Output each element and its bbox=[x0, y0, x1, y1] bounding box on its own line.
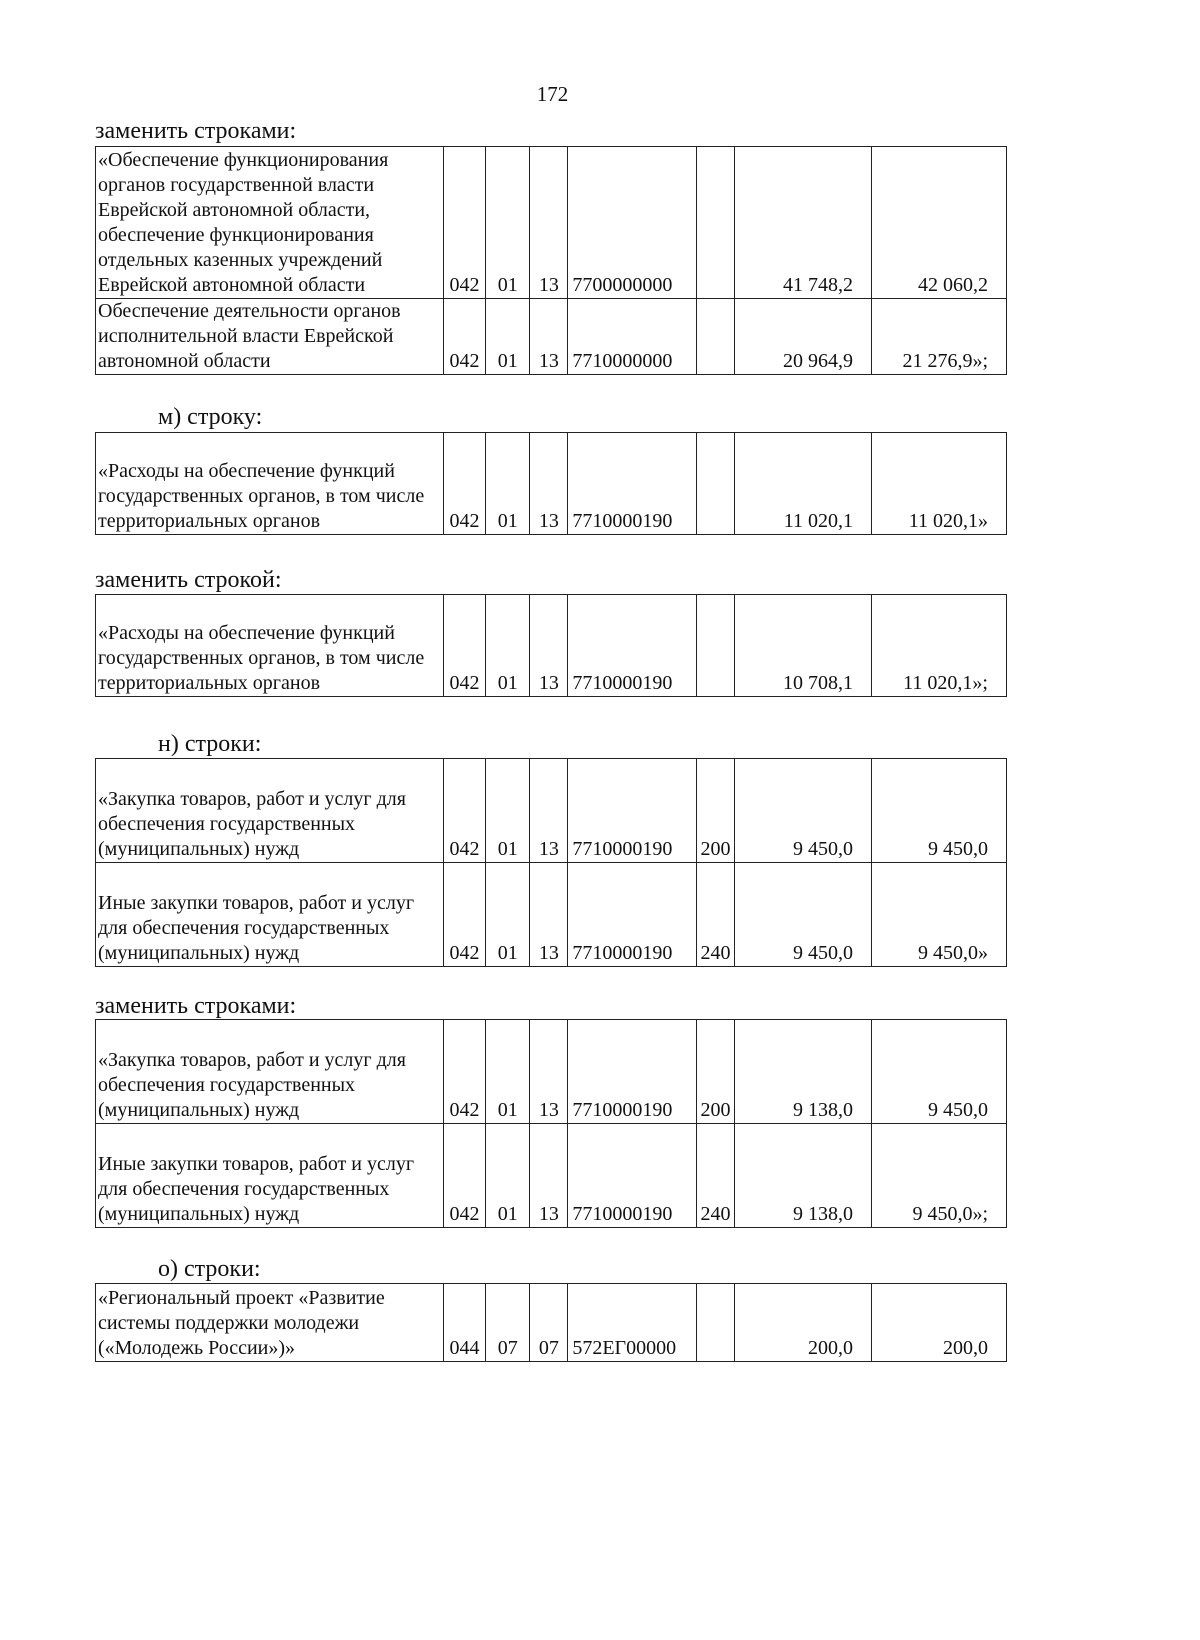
budget-table bbox=[95, 146, 1007, 375]
row-name: «Расходы на обеспечение функций государственных органов, в том числе территориальных органов bbox=[96, 433, 444, 535]
sum-year-2: 11 020,1» bbox=[871, 433, 1006, 535]
table-row bbox=[96, 433, 1007, 535]
target-article: 572ЕГ00000 bbox=[568, 1284, 697, 1362]
row-name: «Закупка товаров, работ и услуг для обеспечения государственных (муниципальных) нужд bbox=[96, 759, 444, 863]
row-name: «Закупка товаров, работ и услуг для обеспечения государственных (муниципальных) нужд bbox=[96, 1020, 444, 1124]
sum-year-1: 9 450,0 bbox=[734, 759, 871, 863]
section-code: 01 bbox=[486, 759, 530, 863]
expense-kind bbox=[696, 147, 734, 299]
expense-kind bbox=[696, 595, 734, 697]
section-heading: заменить строкой: bbox=[95, 567, 282, 593]
sum-year-1: 9 138,0 bbox=[734, 1124, 871, 1228]
expense-kind bbox=[696, 1284, 734, 1362]
subsection-code: 13 bbox=[530, 433, 568, 535]
section-heading: м) строку: bbox=[158, 404, 263, 430]
sum-year-2: 9 450,0» bbox=[871, 863, 1006, 967]
section-heading: н) строки: bbox=[158, 731, 262, 757]
subsection-code: 13 bbox=[530, 863, 568, 967]
sum-year-2: 200,0 bbox=[871, 1284, 1006, 1362]
expense-kind: 200 bbox=[696, 1020, 734, 1124]
sum-year-1: 10 708,1 bbox=[734, 595, 871, 697]
target-article: 7710000000 bbox=[568, 299, 697, 375]
ministry-code: 042 bbox=[443, 759, 485, 863]
budget-table bbox=[95, 432, 1007, 535]
ministry-code: 044 bbox=[443, 1284, 485, 1362]
target-article: 7710000190 bbox=[568, 863, 697, 967]
subsection-code: 07 bbox=[530, 1284, 568, 1362]
page-number: 172 bbox=[536, 82, 569, 106]
target-article: 7710000190 bbox=[568, 1020, 697, 1124]
subsection-code: 13 bbox=[530, 299, 568, 375]
expense-kind: 240 bbox=[696, 863, 734, 967]
table-row bbox=[96, 759, 1007, 863]
sum-year-1: 20 964,9 bbox=[734, 299, 871, 375]
sum-year-2: 11 020,1»; bbox=[871, 595, 1006, 697]
target-article: 7710000190 bbox=[568, 433, 697, 535]
section-code: 01 bbox=[486, 595, 530, 697]
table-row bbox=[96, 1124, 1007, 1228]
ministry-code: 042 bbox=[443, 863, 485, 967]
table-row bbox=[96, 1284, 1007, 1362]
sum-year-2: 9 450,0 bbox=[871, 1020, 1006, 1124]
table-row bbox=[96, 299, 1007, 375]
section-code: 01 bbox=[486, 863, 530, 967]
budget-table bbox=[95, 594, 1007, 697]
ministry-code: 042 bbox=[443, 433, 485, 535]
expense-kind bbox=[696, 299, 734, 375]
sum-year-2: 9 450,0 bbox=[871, 759, 1006, 863]
section-code: 01 bbox=[486, 1020, 530, 1124]
sum-year-1: 9 138,0 bbox=[734, 1020, 871, 1124]
sum-year-1: 9 450,0 bbox=[734, 863, 871, 967]
budget-table bbox=[95, 758, 1007, 967]
section-code: 01 bbox=[486, 147, 530, 299]
row-name: Обеспечение деятельности органов исполнительной власти Еврейской автономной области bbox=[96, 299, 444, 375]
row-name: «Региональный проект «Развитие системы поддержки молодежи («Молодежь России»)» bbox=[96, 1284, 444, 1362]
subsection-code: 13 bbox=[530, 1124, 568, 1228]
sum-year-2: 9 450,0»; bbox=[871, 1124, 1006, 1228]
target-article: 7710000190 bbox=[568, 595, 697, 697]
table-row bbox=[96, 595, 1007, 697]
sum-year-2: 42 060,2 bbox=[871, 147, 1006, 299]
section-heading: о) строки: bbox=[158, 1256, 261, 1282]
ministry-code: 042 bbox=[443, 147, 485, 299]
target-article: 7700000000 bbox=[568, 147, 697, 299]
row-name: Иные закупки товаров, работ и услуг для обеспечения государственных (муниципальных) нужд bbox=[96, 863, 444, 967]
sum-year-2: 21 276,9»; bbox=[871, 299, 1006, 375]
row-name: «Обеспечение функционирования органов государственной власти Еврейской автономной области, обеспечение функционирования отдельных казенных учреждений Еврейской автономной области bbox=[96, 147, 444, 299]
expense-kind: 240 bbox=[696, 1124, 734, 1228]
sum-year-1: 200,0 bbox=[734, 1284, 871, 1362]
section-heading: заменить строками: bbox=[95, 118, 297, 144]
sum-year-1: 41 748,2 bbox=[734, 147, 871, 299]
section-heading: заменить строками: bbox=[95, 993, 297, 1019]
row-name: «Расходы на обеспечение функций государственных органов, в том числе территориальных органов bbox=[96, 595, 444, 697]
table-row bbox=[96, 147, 1007, 299]
budget-table bbox=[95, 1019, 1007, 1228]
ministry-code: 042 bbox=[443, 1124, 485, 1228]
sum-year-1: 11 020,1 bbox=[734, 433, 871, 535]
subsection-code: 13 bbox=[530, 147, 568, 299]
budget-table bbox=[95, 1283, 1007, 1362]
ministry-code: 042 bbox=[443, 595, 485, 697]
ministry-code: 042 bbox=[443, 299, 485, 375]
section-code: 01 bbox=[486, 1124, 530, 1228]
expense-kind bbox=[696, 433, 734, 535]
expense-kind: 200 bbox=[696, 759, 734, 863]
row-name: Иные закупки товаров, работ и услуг для обеспечения государственных (муниципальных) нужд bbox=[96, 1124, 444, 1228]
ministry-code: 042 bbox=[443, 1020, 485, 1124]
subsection-code: 13 bbox=[530, 759, 568, 863]
table-row bbox=[96, 863, 1007, 967]
subsection-code: 13 bbox=[530, 595, 568, 697]
section-code: 01 bbox=[486, 433, 530, 535]
section-code: 01 bbox=[486, 299, 530, 375]
table-row bbox=[96, 1020, 1007, 1124]
target-article: 7710000190 bbox=[568, 759, 697, 863]
section-code: 07 bbox=[486, 1284, 530, 1362]
subsection-code: 13 bbox=[530, 1020, 568, 1124]
target-article: 7710000190 bbox=[568, 1124, 697, 1228]
